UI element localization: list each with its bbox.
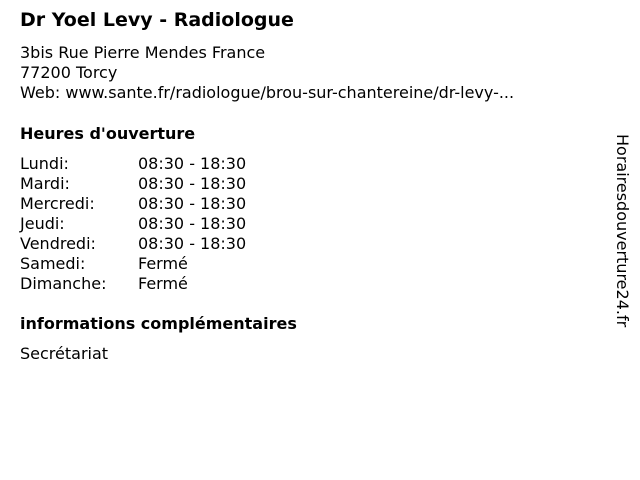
time-value: 08:30 - 18:30	[138, 154, 247, 173]
opening-hours-heading: Heures d'ouverture	[20, 124, 196, 143]
day-label: Dimanche:	[20, 274, 107, 293]
time-value: 08:30 - 18:30	[138, 214, 247, 233]
day-label: Jeudi:	[20, 214, 65, 233]
hours-row-sunday	[20, 274, 246, 294]
day-label: Samedi:	[20, 254, 86, 273]
time-value: 08:30 - 18:30	[138, 234, 247, 253]
time-value: 08:30 - 18:30	[138, 174, 247, 193]
time-value: Fermé	[138, 254, 188, 273]
address-city: 77200 Torcy	[20, 63, 118, 82]
website-link[interactable]: Web: www.sante.fr/radiologue/brou-sur-chantereine/dr-levy-...	[20, 83, 515, 102]
day-label: Mercredi:	[20, 194, 95, 213]
page-title: Dr Yoel Levy - Radiologue	[20, 9, 294, 31]
opening-hours-list	[20, 154, 246, 294]
hours-row-monday	[20, 154, 246, 174]
time-value: Fermé	[138, 274, 188, 293]
hours-row-thursday	[20, 214, 246, 234]
hours-row-wednesday	[20, 194, 246, 214]
day-label: Mardi:	[20, 174, 70, 193]
additional-info-text: Secrétariat	[20, 344, 109, 363]
site-watermark: Horairesdouverture24.fr	[613, 134, 632, 328]
hours-row-tuesday	[20, 174, 246, 194]
hours-row-saturday	[20, 254, 246, 274]
address-street: 3bis Rue Pierre Mendes France	[20, 43, 266, 62]
additional-info-heading: informations complémentaires	[20, 314, 297, 333]
day-label: Vendredi:	[20, 234, 96, 253]
address-block	[20, 43, 514, 103]
day-label: Lundi:	[20, 154, 69, 173]
time-value: 08:30 - 18:30	[138, 194, 247, 213]
hours-row-friday	[20, 234, 246, 254]
